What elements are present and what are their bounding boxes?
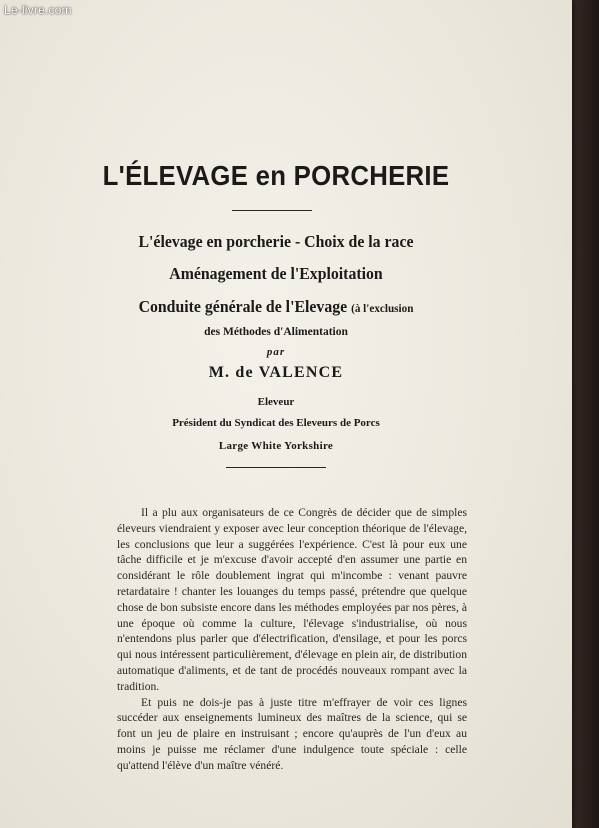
subtitle-line-4: des Méthodes d'Alimentation [204,326,348,338]
paragraph-2: Et puis ne dois-je pas à juste titre m'effrayer de voir ces lignes succéder aux enseignements lumineux des maîtres de la science, qui se font un jeu de plaire en instruisant ; encore qu'auprès de l'un d'eux au moins je puisse me réclamer d'une indulgence toute spéciale : celle qu'attend l'élève d'un maître vénéré. [117,695,467,772]
subtitle-line-1: L'élevage en porcherie - Choix de la race [138,232,414,251]
watermark: Le-livre.com [4,3,72,17]
author-role-3: Large White Yorkshire [218,440,334,452]
by-label: par [266,346,286,358]
document-title: L'ÉLEVAGE en PORCHERIE [102,160,450,191]
author-role-2: Président du Syndicat des Eleveurs de Porcs [172,417,380,429]
background-edge [569,0,599,828]
author-role-1: Eleveur [257,396,295,408]
subtitle-line-3-note: (à l'exclusion [351,301,414,315]
header-divider [226,467,326,468]
body-text [117,505,467,774]
subtitle-line-3-main: Conduite générale de l'Elevage [138,297,348,316]
paragraph-1: Il a plu aux organisateurs de ce Congrès de décider que de simples éleveurs viendraient y exposer avec leur conception théorique de l'élevage, les conclusions que leur a suggérées l'expérience. C'est là pour eux une tâche difficile et je m'excuse d'avoir accepté d'en assumer une partie en considérant le rôle doublement ingrat qui m'incombe : venant pauvre retardataire ! chanter les louanges du temps passé, prétendre que quelque chose de bon subsiste encore dans les méthodes employées par nos pères, à une époque où comme la culture, l'élevage s'industrialise, où nous n'entendons plus parler que d'électrification, d'ensilage, et pour les porcs qui nous intéressent particulièrement, d'élevage en plein air, de distribution automatique d'aliments, et de tant de procédés nouveaux rompant avec la tradition. [117,506,467,693]
author-name-text: M. de VALENCE [208,364,344,381]
subtitle-line-3 [19,297,532,317]
author-name [0,364,552,382]
title-divider [232,210,312,211]
subtitle-line-2: Aménagement de l'Exploitation [169,264,383,283]
